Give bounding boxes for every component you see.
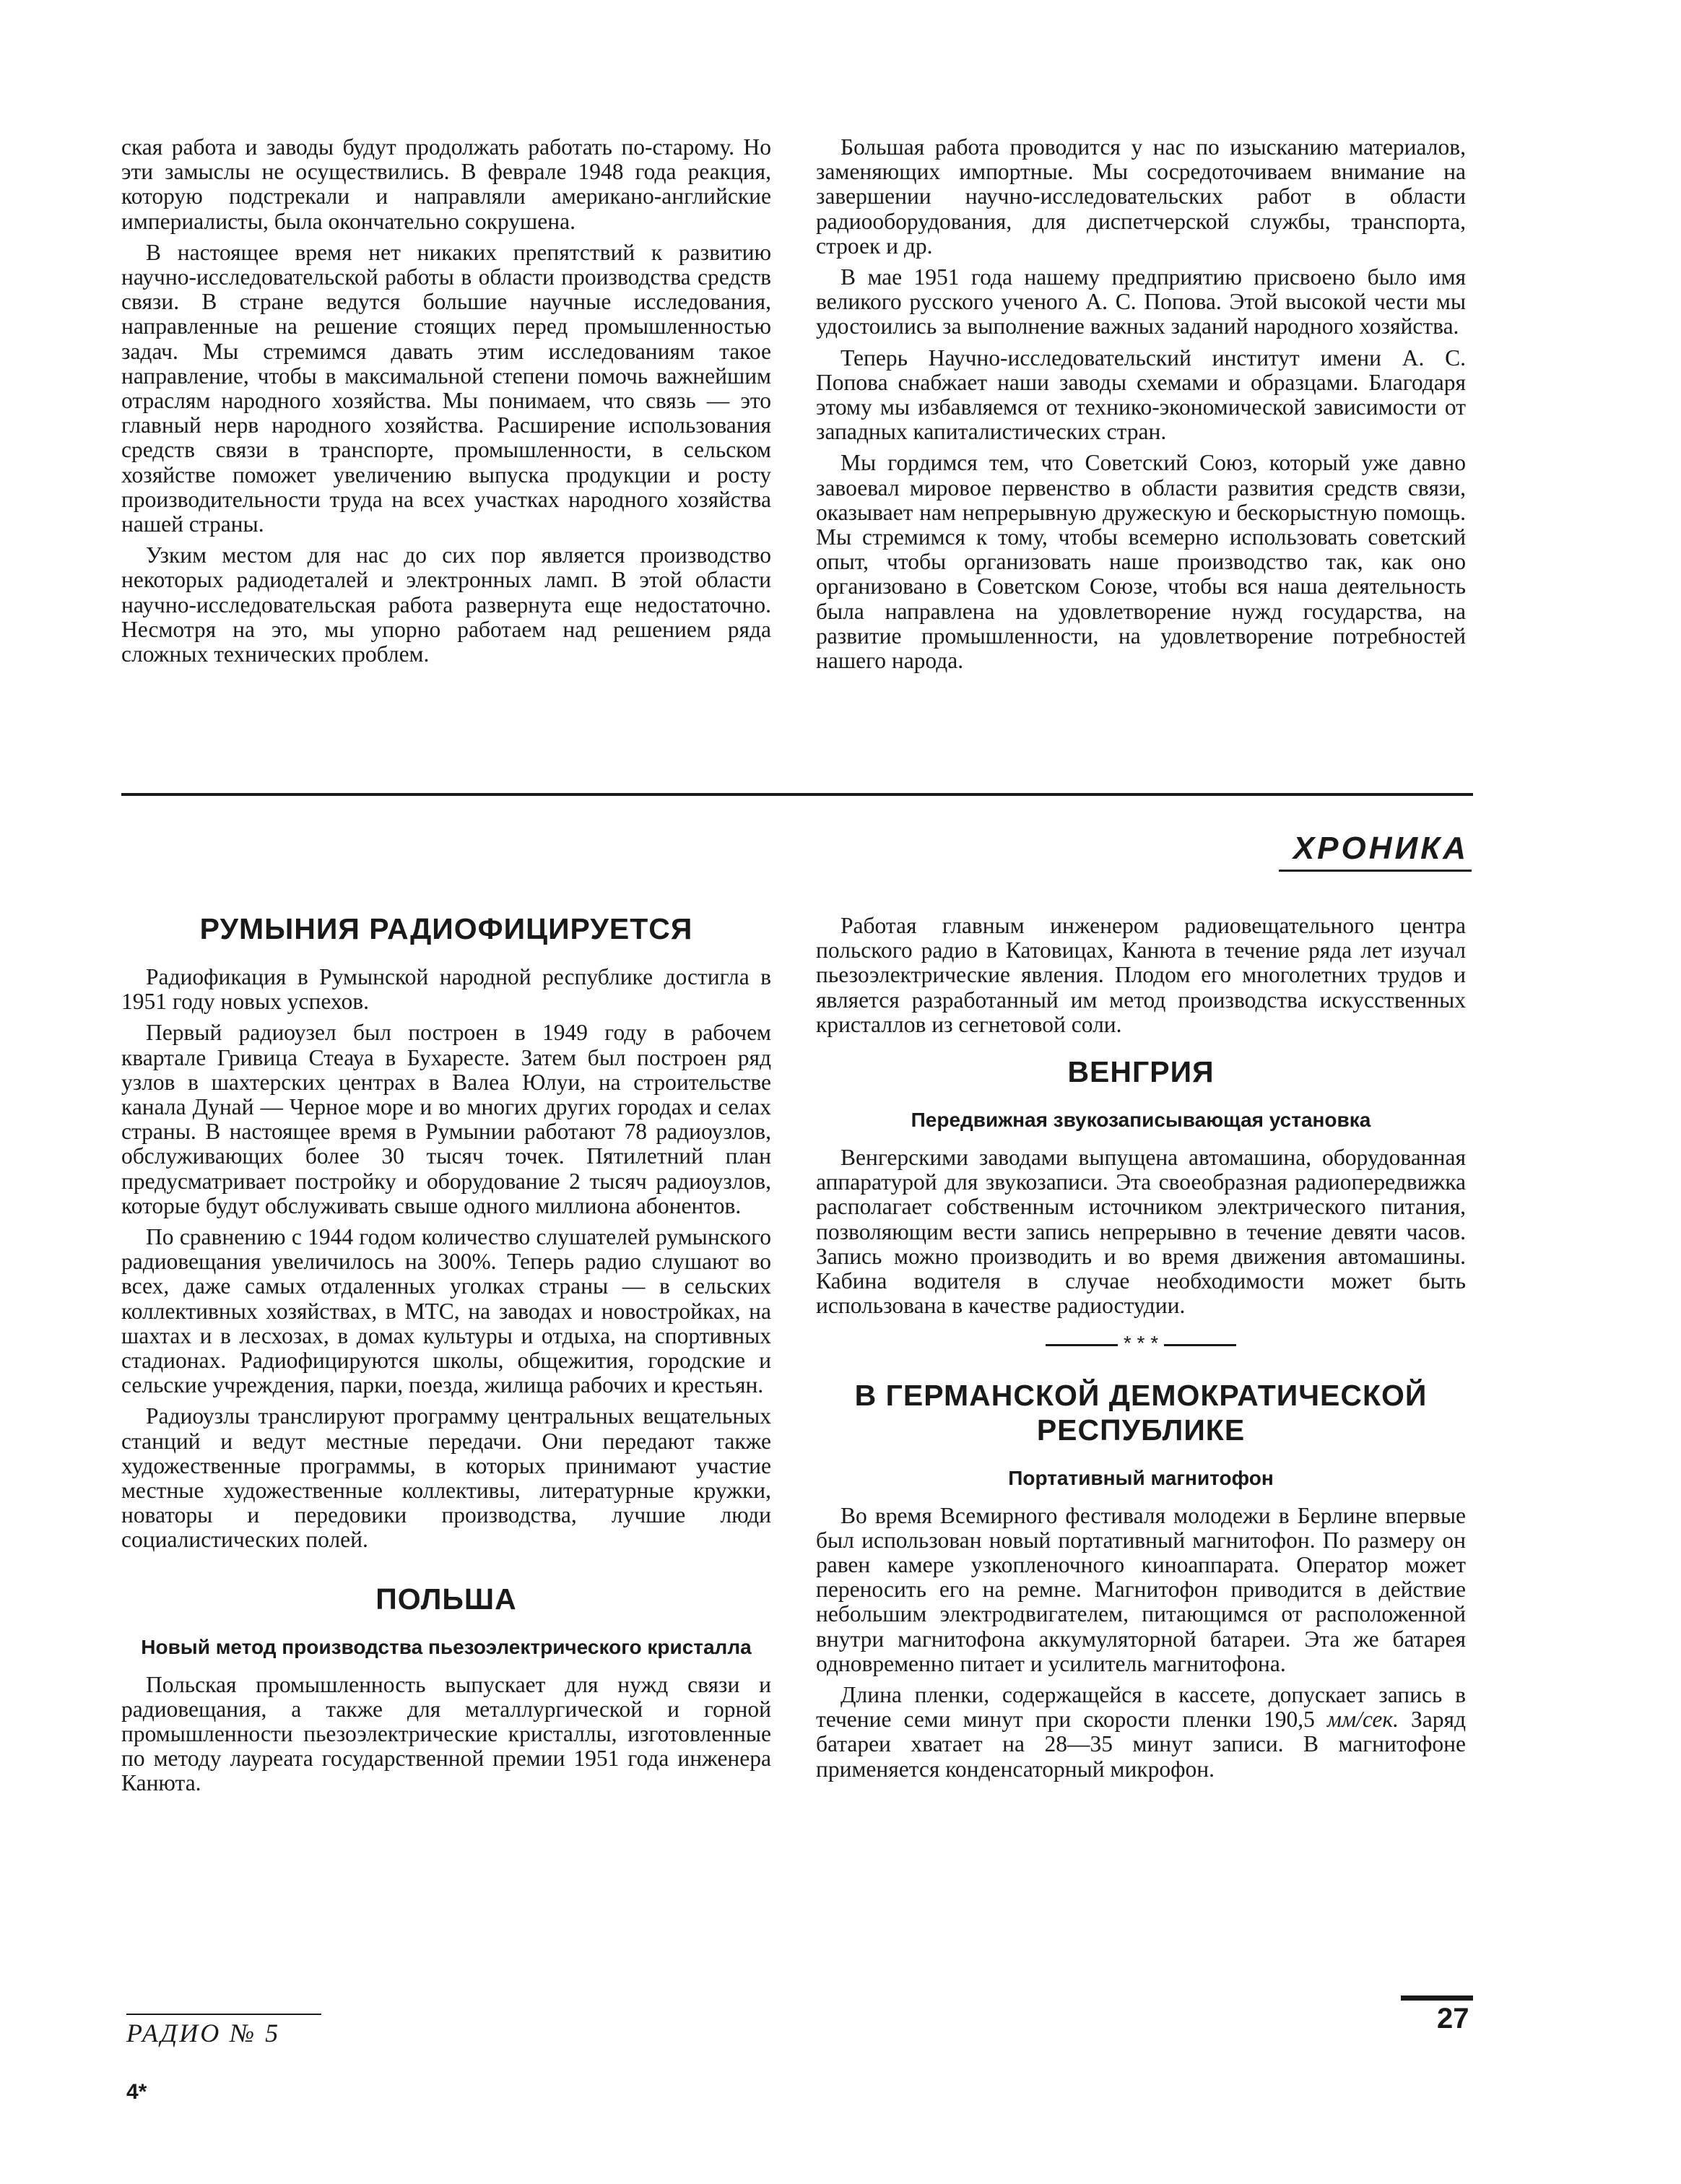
article-paragraph: Польская промышленность выпускает для нужд связи и радиовещания, а также для металлургической и горной промышленности пьезоэлектрические кристаллы, изготовленные по методу лауреата государственной премии 1951 года инженера Канюта.	[121, 1671, 771, 1796]
chronicle-right-column	[816, 914, 1466, 1788]
article-paragraph: По сравнению с 1944 годом количество слушателей румынского радиовещания увеличилось на 300%. Теперь радио слушают во всех, даже самых отдаленных уголках страны — в сельских коллективных хозяйствах, в МТС, на заводах и новостройках, на шахтах и в лесхозах, в домах культуры и отдыха, на спортивных стадионах. Радиофицируются школы, общежития, городские и сельские учреждения, парки, поезда, жилища рабочих и крестьян.	[121, 1224, 771, 1398]
top-left-column	[121, 135, 771, 673]
magazine-title: РАДИО № 5	[126, 2019, 281, 2048]
article-paragraph: Радиофикация в Румынской народной республике достигла в 1951 году новых успехов.	[121, 964, 771, 1015]
section-divider	[121, 793, 1473, 796]
article-paragraph: Венгерскими заводами выпущена автомашина, оборудованная аппаратурой для звукозаписи. Эта своеобразная радиопередвижка располагает собственным источником электрического питания, позволяющим вести запись непрерывно в течение девяти часов. Запись можно производить и во время движения автомашины. Кабина водителя в случае необходимости может быть использована в качестве радиостудии.	[816, 1145, 1466, 1319]
article-paragraph: Во время Всемирного фестиваля молодежи в Берлине впервые был использован новый портативный магнитофон. По размеру он равен камере узкопленочного киноаппарата. Оператор может переносить его на ремне. Магнитофон приводится в действие небольшим электродвигателем, питающимся от расположенной внутри магнитофона аккумуляторной батареи. Эта же батарея одновременно питает и усилитель магнитофона.	[816, 1502, 1466, 1676]
article-paragraph: Радиоузлы транслируют программу центральных вещательных станций и ведут местные передачи. Они передают также художественные программы, в которых принимают участие местные художественные коллективы, литературные кружки, новаторы и передовики производства, лучшие люди социалистических полей.	[121, 1403, 771, 1553]
romania-heading: РУМЫНИЯ РАДИОФИЦИРУЕТСЯ	[199, 912, 693, 945]
page-number-bar	[1401, 1996, 1473, 2001]
section-title-chronicle: ХРОНИКА	[1279, 831, 1472, 872]
poland-subheading: Новый метод производства пьезоэлектрического кристалла	[141, 1635, 752, 1658]
footer-rule	[126, 2014, 321, 2015]
chronicle-left-column	[121, 911, 771, 1803]
article-paragraph: Большая работа проводится у нас по изысканию материалов, заменяющих импортные. Мы сосредоточиваем внимание на завершении научно-исследовательских работ в области радиооборудования, для диспетчерской службы, транспорта, строек и др.	[816, 134, 1466, 259]
hungary-subheading: Передвижная звукозаписывающая установка	[911, 1109, 1371, 1132]
signature-mark: 4*	[126, 2080, 147, 2104]
article-paragraph: ская работа и заводы будут продолжать работать по-старому. Но эти замыслы не осуществились. В феврале 1948 года реакция, которую подстрекали и направляли американо-английские империалисты, была окончательно сокрушена.	[121, 134, 771, 234]
top-right-column	[816, 135, 1466, 680]
separator: * * *	[816, 1331, 1466, 1356]
gdr-heading: В ГЕРМАНСКОЙ ДЕМОКРАТИЧЕСКОЙ РЕСПУБЛИКЕ	[854, 1378, 1428, 1447]
article-paragraph: В настоящее время нет никаких препятствий к развитию научно-исследовательской работы в области производства средств связи. В стране ведутся большие научные исследования, направленные на решение стоящих перед промышленностью задач. Мы стремимся давать этим исследованиям такое направление, чтобы в максимальной степени помочь важнейшим отраслям народного хозяйства. Мы понимаем, что связь — это главный нерв народного хозяйства. Расширение использования средств связи в транспорте, промышленности, в сельском хозяйстве поможет увеличению выпуска продукции и росту производительности труда на всех участках народного хозяйства нашей страны.	[121, 239, 771, 537]
article-paragraph: Теперь Научно-исследовательский институт имени А. С. Попова снабжает наши заводы схемами и образцами. Благодаря этому мы избавляемся от технико-экономической зависимости от западных капиталистических стран.	[816, 344, 1466, 445]
page-number: 27	[1437, 2003, 1469, 2034]
hungary-heading: ВЕНГРИЯ	[1067, 1055, 1215, 1089]
article-paragraph: Длина пленки, содержащейся в кассете, допускает запись в течение семи минут при скорости пленки 190,5 мм/сек. Заряд батареи хватает на 28—35 минут записи. В магнитофоне применяется конденсаторный микрофон.	[816, 1682, 1467, 1782]
article-paragraph: Работая главным инженером радиовещательного центра польского радио в Катовицах, Канюта в течение ряда лет изучал пьезоэлектрические явления. Плодом его многолетних трудов и является разработанный им метод производства искусственных кристаллов из сегнетовой соли.	[816, 913, 1466, 1037]
article-paragraph: Мы гордимся тем, что Советский Союз, который уже давно завоевал мировое первенство в области развития средств связи, оказывает нам непрерывную дружескую и бескорыстную помощь. Мы стремимся к тому, чтобы всемерно использовать советский опыт, чтобы организовать наше производство так, как оно организовано в Советском Союзе, чтобы вся наша деятельность была направлена на удовлетворение нужд государства, на развитие промышленности, на удовлетворение потребностей нашего народа.	[816, 450, 1466, 674]
gdr-subheading: Портативный магнитофон	[1008, 1466, 1274, 1489]
article-paragraph: В мае 1951 года нашему предприятию присвоено было имя великого русского ученого А. С. Попова. Этой высокой чести мы удостоились за выполнение важных заданий народного хозяйства.	[816, 264, 1466, 339]
article-paragraph: Узким местом для нас до сих пор является производство некоторых радиодеталей и электронных ламп. В этой области научно-исследовательская работа развернута еще недостаточно. Несмотря на это, мы упорно работаем над решением ряда сложных технических проблем.	[121, 542, 771, 667]
poland-heading: ПОЛЬША	[375, 1582, 517, 1616]
article-paragraph: Первый радиоузел был построен в 1949 году в рабочем квартале Гривица Стеауа в Бухаресте. Затем был построен ряд узлов в шахтерских центрах в Валеа Юлуи, на строительстве канала Дунай — Черное море и во многих других городах и селах страны. В настоящее время в Румынии работают 78 радиоузлов, обслуживающих более 30 тысяч точек. Пятилетний план предусматривает постройку и оборудование 2 тысяч радиоузлов, которые будут обслуживать свыше одного миллиона абонентов.	[121, 1020, 771, 1218]
